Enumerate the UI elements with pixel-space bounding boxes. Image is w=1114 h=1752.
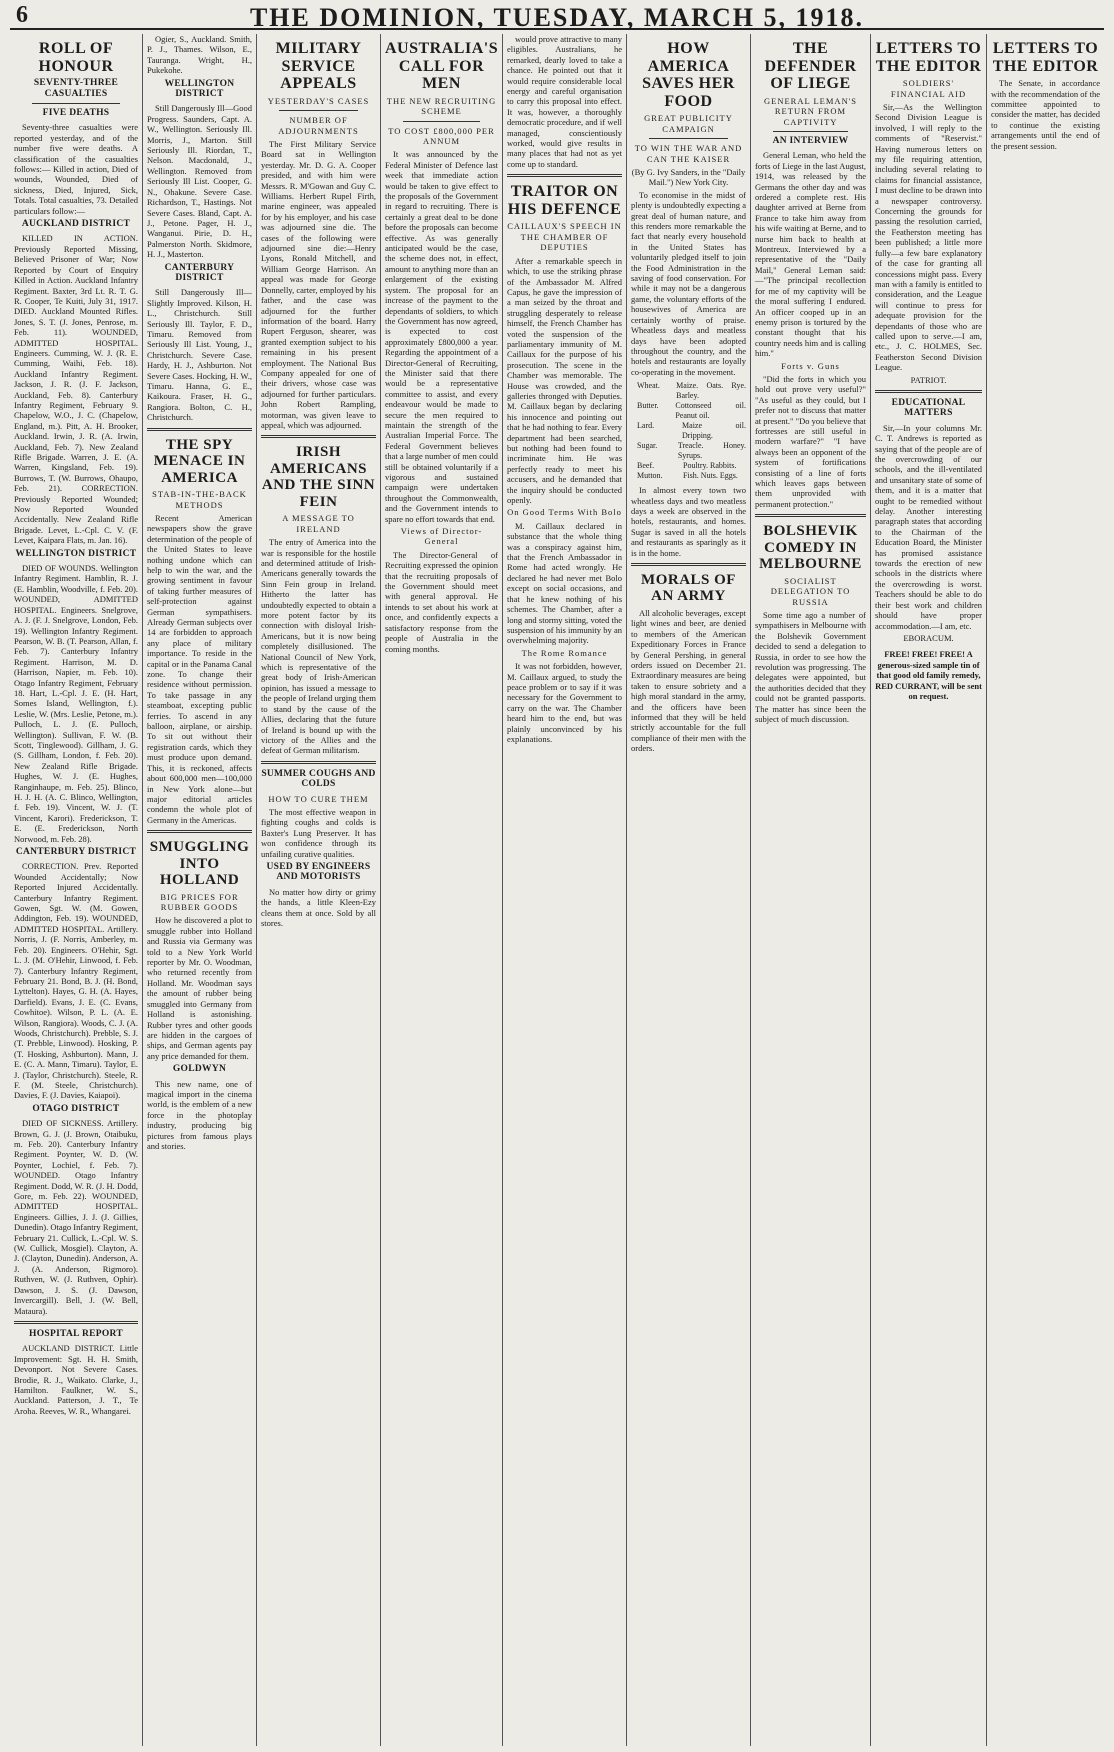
article-text: General Leman, who held the forts of Liege in the last August, 1914, was released by the Germans the other day and was ordered a complete rest. His daughter arrived at Berne from France to take him away from his wife waiting at Berne, and to nurse him back to health at Montreux. Interviewed by a representative of the "Daily Mail," General Leman said:—"The principal recollection for me of my captivity will be the moral suffering I endured. An officer cooped up in an enemy prison is tortured by the constant thought that his country needs him and is calling him." (755, 150, 866, 359)
subhead-cost: TO COST £800,000 PER ANNUM (388, 125, 495, 146)
byline: (By G. Ivy Sanders, in the "Daily Mail.") New York City. (631, 167, 746, 188)
table-cell: Treacle. Honey. Syrups. (677, 441, 746, 461)
headline-spy-menace: THE SPY MENACE IN AMERICA (153, 436, 246, 486)
food-substitutes-table (637, 381, 746, 481)
subhead-stab-in-back: STAB-IN-THE-BACK METHODS (152, 489, 247, 510)
page-number: 6 (16, 2, 28, 28)
article-text: In almost every town two wheatless days and two meatless days a week are observed in the hotels, restaurants, and homes. Sugar is saved in all the hotels and restaurants as sparingly as it is in the home. (631, 485, 746, 558)
subhead-can-the-kaiser: TO WIN THE WAR AND CAN THE KAISER (634, 143, 743, 164)
divider (32, 103, 120, 104)
article-text: It was not forbidden, however, M. Caillaux argued, to study the peace problem or to say if it was necessary for the Government to carry on the war. The Chamber heard him to the end, but was plainly unconvinced by his explanations. (507, 661, 622, 744)
divider (649, 138, 728, 139)
table-cell: Fish. Nuts. Eggs. (683, 471, 738, 481)
article-text: The First Military Service Board sat in Wellington yesterday. Mr. D. G. A. Cooper presided, and with him were Messrs. R. M'Gowan and Guy C. Williams. Herbert Rupel Firth, marine engineer, was appealed for by his employer, and his case was adjourned sine die. The cases of the following were adjourned sine die:—Henry Lyons, Ronald Mitchell, and William George Harrison. An appeal was made for George Donnelly, carter, employed by his father, and the case was adjourned for the further information of the board. Harry Rupert Ferguson, shearer, was granted exemption subject to his remaining in his present employment. The National Bus Company appealed for one of their drivers, whose case was adjourned for further particulars. John Robert Rampling, motorman, was given leave to appeal, which was adjourned. (261, 139, 376, 430)
divider (773, 131, 848, 132)
table-cell: Beef. (637, 461, 655, 471)
divider (755, 514, 866, 517)
headline-letters-to-editor: LETTERS TO THE EDITOR (875, 40, 982, 75)
heading-educational-matters: EDUCATIONAL MATTERS (891, 397, 966, 419)
column-military-appeals (256, 34, 380, 1746)
subhead-recruiting-scheme: THE NEW RECRUITING SCHEME (386, 95, 497, 117)
divider (507, 174, 622, 177)
heading-engineers-motorists: USED BY ENGINEERS AND MOTORISTS (266, 861, 371, 883)
subhead-casualties: SEVENTY-THREE CASUALTIES (33, 78, 119, 99)
headline-australias-call: AUSTRALIA'S CALL FOR MEN (385, 40, 499, 93)
article-text: KILLED IN ACTION. Previously Reported Missing, Believed Prisoner of War; Now Reported by Court of Enquiry Killed in Action. Auckland Infantry Regiment. Baxter, 3rd Lt. R. T. G. R. Cooper, Te Kuiti, July 31, 1917. DIED. Auckland Mounted Rifles. Jones, S. T. (J. Jones, Penrose, m. Feb. 11). WOUNDED, ADMITTED HOSPITAL. Engineers. Cumming, W. J. (R. E. Cumming, Waihi, Feb. 18). Auckland Infantry Regiment. Jackson, J. R. (J. F. Jackson, Auckland, Feb. 8). Canterbury Infantry Regiment, February 9. Chapelow, W.O., J. C. (Chapelow, England, m.). Pitt, A. H. Brooker, Auckland. Irwin, J. R. (A. Irwin, Auckland, Feb. 7). New Zealand Rifle Brigade. Warren, J. E. (A. Warren, Kingsland, Feb. 19). Burrows, T. (W. Burrows, Ohaupo, Feb. 21). CORRECTION. Previously Reported Wounded; Now Reported Wounded Accidentally. New Zealand Rifle Brigade. Levet, L.-Cpl. C. V. (F. Levet, Kaipara Flats, m. Jan. 16). (14, 233, 138, 546)
subhead-forts-guns: Forts v. Guns (781, 360, 840, 371)
article-text: Seventy-three casualties were reported yesterday, and of the number five were deaths. A classification of the casualties follows:— Killed in action, Died of wounds, Wounded, Died of sickness, Died, Injured, Sick, Totals. Total casualties, 73. Detailed particulars follow:— (14, 122, 138, 216)
divider (147, 428, 252, 431)
heading-canterbury-district: CANTERBURY DISTRICT (164, 262, 235, 283)
divider (631, 563, 746, 566)
article-text: AUCKLAND DISTRICT. Little Improvement: Sgt. H. H. Smith, Devonport. Not Severe Cases. Brodie, R. J., Waikato. Clarke, J., Hamilton. Faulkner, W. S., Auckland. Patterson, J. T., Te Aroha. Reeves, W. R., Whangarei. (14, 1343, 138, 1416)
letter-text: Sir,—As the Wellington Second Division League is involved, I will reply to the comments of "Reservist." Having numerous letters on my file requiring attention, including several relating to claims for financial assistance, I must decline to be drawn into a newspaper controversy. Concerning the grounds for passing the resolution carried, the Featherston meeting has been published; a little more fully—a few bare explanatory of the case for granting all concessions might pass. Every man with a family is entitled to consideration, and the League will continue to press for adequate provision for the dependants of those who are called upon to serve.—I am, etc., J. C. HOLMES, Sec. Featherston Second Division League. (875, 102, 982, 373)
divider (261, 761, 376, 764)
subhead-soldiers-financial-aid: SOLDIERS' FINANCIAL AID (890, 78, 967, 99)
article-text: would prove attractive to many eligibles. Australians, he remarked, dearly loved to take a chance. He pointed out that it would require considerable local energy and careful organisation to carry this proposal into effect. It was, however, a thoroughly democratic procedure, and if well managed, conscientiously worked, would give results in many places that had not as yet come up to standard. (507, 34, 622, 169)
column-letters (870, 34, 986, 1746)
article-text: After a remarkable speech in which, to use the striking phrase of the Ambassador M. Alfred Capus, he gave the impression of a man seized by the throat and struggling desperately to release himself, the French Chamber has voted the suspension of the parliamentary immunity of M. Caillaux for the purpose of his prosecution. The scene in the Chamber was memorable. The House was crowded, and the galleries thronged with Deputies. M. Caillaux began by declaring his innocence and pointing out that he had nothing to fear. Every department had been searched, but nothing had been found to incriminate him. He was perfectly ready to meet his accusers, and he demanded that the inquiry should be conducted openly. (507, 255, 622, 506)
table-cell: Lard. (637, 421, 655, 431)
table-cell: Wheat. (637, 381, 660, 391)
article-text: Recent American newspapers show the grave determination of the people of the United States to leave nothing undone which can help to win the war, and the growing sentiment in favour of taking further measures of self-protection against German sympathisers. Already German subjects over 14 are forbidden to approach any place of military importance. To reside in the capital or in the Panama Canal zone. To change their residence without permission. To take passage in any steamboat, excepting public ferries. To ascend in any balloon, airplane, or airship. To sit out without their registration cards, which they must produce upon demand. This, it is reckoned, affects about 600,000 men—100,000 in New York alone—but major editorial articles condemn the whole plot of Germany in the Americas. (147, 512, 252, 825)
divider (261, 435, 376, 438)
subhead-rome-romance: The Rome Romance (521, 647, 608, 658)
table-row (637, 381, 746, 401)
heading-canterbury-district: CANTERBURY DISTRICT (15, 847, 137, 858)
headline-roll-of-honour: ROLL OF HONOUR (38, 40, 114, 75)
advertisement-text: No matter how dirty or grimy the hands, a little Kleen-Ezy cleans them at once. Sold by all stores. (261, 886, 376, 928)
column-roll-of-honour (10, 34, 142, 1746)
letter-signature: PATRIOT. (910, 374, 947, 385)
table-cell: Cottonseed oil. Peanut oil. (675, 401, 746, 421)
page-columns (10, 34, 1104, 1746)
article-text: DIED OF SICKNESS. Artillery. Brown, G. J. (J. Brown, Otaibuku, m. Feb. 20). Canterbury Infantry Regiment. Poynter, W. D. (W. Poynter, Lochiel, f. Feb. 7). WOUNDED. Otago Infantry Regiment. Dodd, W. R. (J. H. Dodd, Gore, m. Feb. 22). WOUNDED, ADMITTED HOSPITAL. Engineers. Gillies, J. J. (J. Gillies, Dunedin). Otago Infantry Regiment, February 21. Cullick, L.-Cpl. W. S. (W. Cullick, Mosgiel). Clayton, A. J. (Clayton, Dunedin). Anderson, A. J. (A. Anderson, Rigmoro). Ruthven, W. (J. Ruthven, Ophir). Dawson, J. S. (J. Dawson, Invercargill). Bell, J. (W. Bell, Mataura). (14, 1118, 138, 1316)
article-text: Some time ago a number of sympathisers in Melbourne with the Bolshevik Government decided to send a delegation to Russia, in order to see how the revolution was progressing. The delegates were appointed, but the authorities decided that they could not be granted passports. The matter has since been the subject of much discussion. (755, 609, 866, 724)
subhead-adjournments: NUMBER OF ADJOURNMENTS (278, 115, 359, 136)
headline-smuggling: SMUGGLING INTO HOLLAND (149, 839, 250, 889)
headline-irish-americans: IRISH AMERICANS AND THE SINN FEIN (261, 444, 376, 510)
headline-america-saves-food: HOW AMERICA SAVES HER FOOD (642, 40, 735, 110)
subhead-director-general: Views of Director-General (400, 526, 483, 547)
headline-military-service-appeals: MILITARY SERVICE APPEALS (275, 40, 362, 93)
advertisement-free-sample: FREE! FREE! FREE! A generous-sized sample tin of that good old family remedy, RED CURRANT, will be sent on request. (875, 649, 982, 701)
subhead-how-to-cure: HOW TO CURE THEM (268, 793, 369, 804)
table-row (637, 461, 746, 471)
table-cell: Sugar. (637, 441, 658, 451)
subhead-publicity-campaign: GREAT PUBLICITY CAMPAIGN (644, 113, 733, 134)
subhead-five-deaths: FIVE DEATHS (42, 108, 110, 118)
headline-letters-to-editor-2: LETTERS TO THE EDITOR (992, 40, 1099, 75)
subhead-socialist-delegation: SOCIALIST DELEGATION TO RUSSIA (770, 575, 851, 607)
article-text: Ogier, S., Auckland. Smith, P. J., Thames. Wilson, E., Tauranga. Wright, H., Pukekohe. (147, 34, 252, 76)
heading-summer-coughs: SUMMER COUGHS AND COLDS (261, 768, 376, 790)
table-row (637, 401, 746, 421)
table-cell: Butter. (637, 401, 659, 411)
divider (279, 110, 358, 111)
divider (875, 390, 982, 393)
heading-goldwyn: GOLDWYN (172, 1064, 227, 1075)
subhead-bolo: On Good Terms With Bolo (507, 507, 622, 518)
column-defender-of-liege (750, 34, 870, 1746)
table-cell: Maize oil. Dripping. (682, 421, 746, 441)
subhead-message-to-ireland: A MESSAGE TO IRELAND (282, 513, 355, 534)
table-cell: Maize. Oats. Rye. Barley. (676, 381, 746, 401)
letter-text: Sir,—In your columns Mr. C. T. Andrews is reported as saying that of the people are of the overcrowding of our schools, and the ill-ventilated and unsanitary state of some of them, and it is a matter that ought to be remedied without delay. Another interesting paragraph states that according to the Chairman of the Education Board, the Minister has promised assistance towards the erection of new schools in the districts where the overcrowding is worst. Teachers should be able to do their best work and children should have proper accommodation.—I am, etc. (875, 422, 982, 631)
table-cell: Mutton. (637, 471, 663, 481)
divider (14, 1321, 138, 1324)
subhead-interview: AN INTERVIEW (772, 136, 849, 146)
article-text: It was announced by the Federal Minister of Defence last week that immediate action would be taken to give effect to the proposals of the Government in regard to recruiting. There is certainly a great deal to be done before the proposals can become effective. As was generally anticipated would be the case, the scheme does not, in effect, amount to anything more than an enlargement of the existing system. The proposal for an increase of the payment to the dependants of soldiers, to which the Government has now agreed, is expected to cost approximately £800,000 a year. Regarding the appointment of a Director-General of Recruiting, the Minister said that there would be a representative committee to assist, and every endeavour would be made to secure the men required to maintain the strength of the Australian Imperial Force. The Federal Government believes that a large number of men could still be obtained voluntarily if a vigorous and sustained campaign were undertaken throughout the Commonwealth, and the Government intends to spare no effort towards that end. (385, 149, 498, 524)
article-text: The Senate, in accordance with the recommendation of the committee appointed to consider the matter, has decided to continue the existing arrangements until the end of the present session. (991, 78, 1100, 151)
article-text: The Director-General of Recruiting expressed the opinion that the recruiting proposals of the Government should meet with general approval. He intends to set about his work at once, and confidently expects a satisfactory response from the people of Australia in the coming months. (385, 549, 498, 654)
article-text: CORRECTION. Prev. Reported Wounded Accidentally; Now Reported Injured Accidentally. Canterbury Infantry Regiment. Gowen, Sgt. W. (M. Gowen, Addington, Feb. 19). WOUNDED, ADMITTED HOSPITAL. Artillery. Norris, J. (F. Norris, Amberley, m. Feb. 20). Engineers. O'Hehir, Sgt. L. J. (M. O'Hehir, Linwood, f. Feb. 7). Canterbury Infantry Regiment, February 21. Bond, B. J. (H. Bond, Lyttelton). Hayes, G. H. (A. Hayes, Darfield). Evans, J. E. (C. Evans, Cowhitoe). Wilson, P. L. (A. E. Wilson, Rangiora). Woods, C. J. (A. Woods, Christchurch). Prebble, S. J. (T. Prebble, Linwood). Hosking, P. (T. Hosking, Ashburton). Mann, J. E. (C. A. Mann, Timaru). Taylor, E. J. (Taylor, Christchurch). Steele, R. F. (M. Steele, Christchurch). Davies, F. (J. Davies, Kaiapoi). (14, 861, 138, 1101)
article-text: This new name, one of magical import in the cinema world, is the emblem of a new force in the photoplay industry, producing big pictures from famous plays and stories. (147, 1078, 252, 1151)
table-row (637, 441, 746, 461)
divider (403, 121, 480, 122)
table-row (637, 471, 746, 481)
subhead-caillaux: CAILLAUX'S SPEECH IN THE CHAMBER OF DEPUTIES (507, 221, 622, 253)
heading-wellington-district: WELLINGTON DISTRICT (164, 78, 235, 100)
article-text: DIED OF WOUNDS. Wellington Infantry Regiment. Hamblin, R. J. (E. Hamblin, Woodville, f. Feb. 20). WOUNDED, ADMITTED HOSPITAL. Engineers. Snelgrove, A. J. (F. J. Snelgrove, London, Feb. 19). Wellington Infantry Regiment. Pearson, W. B. (T. Pearson, Allan, f. Feb. 7). Canterbury Infantry Regiment. Harrison, M. D. (Harrison, Napier, m. Feb. 10). Otago Infantry Regiment, February 18. Hart, L.-Cpl. J. E. (H. Hart, Somes Island, Wellington, f.). Leslie, W. (Mrs. Leslie, Petone, m.). Pulloch, L. J. (E. Pulloch, Wellington). Sullivan, F. W. (B. Scott, Tinglewood). Gillham, J. G. (S. Gillham, London, f. Feb. 20). New Zealand Rifle Brigade. Hughes, W. J. (E. Hughes, Ranginhaupe, m. Feb. 25). Blinco, H. J. H. (A. C. Blinco, Wellington, f. Feb. 19). Vincent, W. J. (T. Vincent, Karori). Frederickson, T. E. (E. Frederickson, North Norwood, m. Feb. 28). (14, 563, 138, 844)
headline-bolshevik-comedy: BOLSHEVIK COMEDY IN MELBOURNE (759, 523, 862, 573)
newspaper-title: THE DOMINION, TUESDAY, MARCH 5, 1918. (249, 3, 865, 32)
article-text: How he discovered a plot to smuggle rubber into Holland and Russia via Germany was told to a New York World reporter by Mr. O. Woodman, who returned recently from Holland. Mr. Woodman says the amount of rubber being smuggled into Germany from Holland is astonishing. Rubber tyres and other goods are hidden in the cargoes of ships, and German agents pay any price demanded for them. (147, 915, 252, 1061)
table-cell: Poultry. Rabbits. (683, 461, 737, 471)
article-text: Still Dangerously Ill—Slightly Improved. Kilson, H. L., Christchurch. Still Seriously Ill. Taylor, F. D., Timaru. Removed from Seriously Ill List. Young, J., Christchurch. Severe Case. Hardy, H. J., Ashburton. Not Severe Cases. Hocking, H. W., Timaru. Hanna, G. E., Kaikoura. Fraser, H. G., Rangiora. Bolton, C. H., Christchurch. (147, 287, 252, 423)
article-text: Still Dangerously Ill—Good Progress. Saunders, Capt. A. W., Wellington. Seriously Ill. Morris, J., Marton. Still Seriously Ill. Riordan, T., Nelson. Macdonald, J., Wellington. Removed from Seriously Ill List. Cooper, G. N., Ohakune. Severe Case. Richardson, T., Hastings. Not Severe Cases. Bland, Capt. A. J., Petone. Pager, H. J., Wanganui. Pirie, D. H., Palmerston North. Skidmore, H. J., Masterton. (147, 103, 252, 260)
column-australias-call (380, 34, 502, 1746)
letter-signature: EBORACUM. (903, 632, 954, 643)
table-row (637, 421, 746, 441)
heading-auckland-district: AUCKLAND DISTRICT (21, 219, 131, 230)
headline-defender-of-liege: THE DEFENDER OF LIEGE (764, 40, 857, 93)
advertisement-text: The most effective weapon in fighting coughs and colds is Baxter's Lung Preserver. It has won confidence through its unfailing curative qualities. (261, 806, 376, 859)
divider (147, 830, 252, 833)
article-text: M. Caillaux declared in substance that the whole thing was a conspiracy against him, that the French Ambassador in Rome had acted wrongly. He declared he had never met Bolo except on social occasions, and that he knew nothing of his schemes. The Chamber, after a long and stormy sitting, voted the suspension of his immunity by an overwhelming majority. (507, 520, 622, 646)
column-hospital-and-spy (142, 34, 256, 1746)
subhead-rubber-goods: BIG PRICES FOR RUBBER GOODS (160, 891, 239, 913)
heading-wellington-district: WELLINGTON DISTRICT (15, 548, 137, 559)
column-letters-continued (986, 34, 1104, 1746)
article-text: "Did the forts in which you hold out prove very useful?" "As useful as they could, but I prefer not to discuss that matter at present." "Do you believe that fortresses are still useful in modern warfare?" "I have always been an opponent of the system of fortifications consisting of a line of forts which leaves gaps between them unprovided with permanent protection." (755, 373, 866, 509)
subhead-yesterdays-cases: YESTERDAY'S CASES (267, 95, 370, 106)
column-traitor (502, 34, 626, 1746)
column-america-food (626, 34, 750, 1746)
article-text: The entry of America into the war is responsible for the hostile and determined attitude of Irish-Americans generally towards the Sinn Fein group in Ireland. Hitherto the latter has undoubtedly expected to obtain a more potent factor by its connection with disloyal Irish-Americans, but it is now being completely disillusioned. The National Council of New York, which is representative of the great body of Irish-American opinion, has issued a message to the people of Ireland urging them to stand by the cause of the Allies, declaring that the future of Ireland is bound up with the victory of the Allies and the defeat of German militarism. (261, 537, 376, 756)
heading-otago-district: OTAGO DISTRICT (32, 1103, 120, 1114)
headline-traitor-defence: TRAITOR ON HIS DEFENCE (507, 183, 622, 218)
heading-hospital-report: HOSPITAL REPORT (29, 1328, 123, 1339)
article-text: To economise in the midst of plenty is undoubtedly expecting a great deal of human nature, and this renders more remarkable the fact that nearly every household in the United States has voluntarily pledged itself to join the Food Administration in the saving of food conservation. For while it may not be a dangerous game, the voluntary efforts of the housewives of America are certainly worthy of praise. Wheatless days and meatless days have been adopted throughout the country, and the hotels and restaurants are loyally co-operating in the movement. (631, 189, 746, 377)
subhead-general-leman: GENERAL LEMAN'S RETURN FROM CAPTIVITY (764, 95, 857, 127)
headline-morals-of-army: MORALS OF AN ARMY (641, 571, 736, 605)
masthead (10, 2, 1104, 30)
article-text: All alcoholic beverages, except light wines and beer, are denied to members of the American Expeditionary Forces in France by General Pershing, in general orders issued on December 21. Extraordinary measures are being taken to ensure sobriety and a high moral standard in the army, and the officers have been informed that they will be held strictly accountable for the full compliance of their men with the orders. (631, 607, 746, 754)
